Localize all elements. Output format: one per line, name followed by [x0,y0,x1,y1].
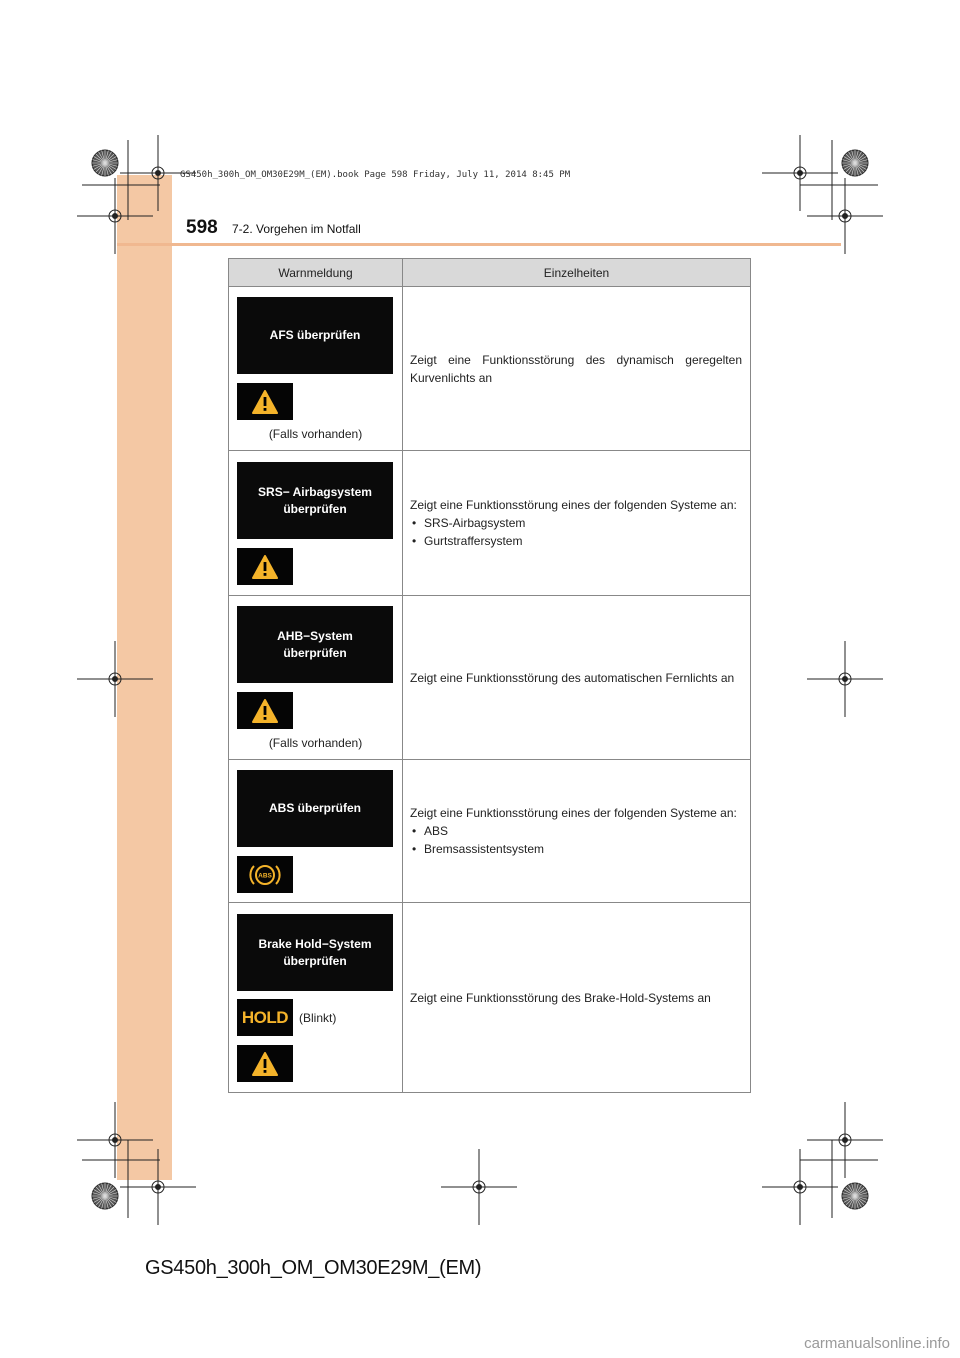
warning-message-cell [229,451,403,596]
section-title: 7-2. Vorgehen im Notfall [232,222,361,236]
detail-cell [403,760,751,903]
table-row [229,287,751,451]
column-header-einzelheiten: Einzelheiten [403,259,751,287]
display-message: SRS− Airbagsystem überprüfen [237,462,393,539]
column-header-warnmeldung: Warnmeldung [229,259,403,287]
warning-message-cell [229,287,403,451]
table-row [229,760,751,903]
system-list [410,822,742,858]
page-number: 598 [186,217,218,238]
watermark: carmanualsonline.info [804,1335,950,1352]
display-message: AHB−System überprüfen [237,606,393,683]
table-row [229,903,751,1093]
list-item: • ABS [410,822,742,840]
table-row [229,451,751,596]
list-item: • SRS-Airbagsystem [410,514,742,532]
detail-text: Zeigt eine Funktionsstörung eines der folgenden Systeme an: [410,498,737,512]
table-header-row [229,259,751,287]
list-item: • Gurtstraffersystem [410,532,742,550]
svg-text:ABS: ABS [258,872,272,879]
abs-icon [237,856,293,893]
list-item: • Bremsassistentsystem [410,840,742,858]
display-message: AFS überprüfen [237,297,393,374]
table-row [229,596,751,760]
system-list [410,514,742,550]
header-rule [117,243,841,246]
blink-caption: (Blinkt) [299,1010,337,1025]
warning-message-cell [229,760,403,903]
book-file-header: GS450h_300h_OM_OM30E29M_(EM).book Page 598 Friday, July 11, 2014 8:45 PM [180,170,571,180]
detail-text: Zeigt eine Funktionsstörung des Brake-Hold-Systems an [410,990,711,1005]
detail-cell [403,596,751,760]
warning-message-cell [229,903,403,1093]
detail-cell [403,287,751,451]
warning-triangle-icon [237,1045,293,1082]
hold-label: HOLD [241,1007,289,1027]
warning-message-cell [229,596,403,760]
hold-indicator-icon [237,999,293,1036]
detail-text: Zeigt eine Funktionsstörung des dynamisch geregelten Kurvenlichts an [410,352,742,385]
warning-triangle-icon [237,548,293,585]
document-id-footer: GS450h_300h_OM_OM30E29M_(EM) [145,1257,482,1279]
detail-text: Zeigt eine Funktionsstörung des automatischen Fernlichts an [410,670,735,685]
warning-message-table [228,258,751,1093]
availability-caption: (Falls vorhanden) [268,427,363,441]
availability-caption: (Falls vorhanden) [268,736,363,750]
warning-triangle-icon [237,692,293,729]
detail-cell [403,451,751,596]
detail-text: Zeigt eine Funktionsstörung eines der folgenden Systeme an: [410,806,737,820]
warning-triangle-icon [237,383,293,420]
detail-cell [403,903,751,1093]
display-message: ABS überprüfen [237,770,393,847]
display-message: Brake Hold−System überprüfen [237,914,393,991]
